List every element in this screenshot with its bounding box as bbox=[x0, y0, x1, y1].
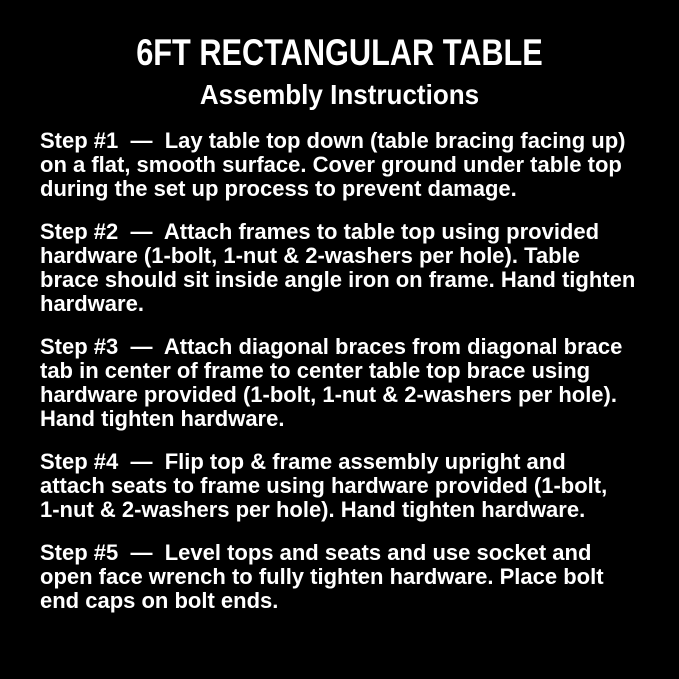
page-subtitle: Assembly Instructions bbox=[199, 79, 480, 110]
step-3-line-1: Step #3 — Attach diagonal braces from diagonal brace bbox=[40, 334, 623, 359]
step-1-line-3: during the set up process to prevent damage. bbox=[40, 176, 517, 201]
step-3-line-2: tab in center of frame to center table top brace using bbox=[40, 358, 591, 383]
step-1-line-2: on a flat, smooth surface. Cover ground under table top bbox=[40, 152, 622, 177]
step-5-line-1: Step #5 — Level tops and seats and use socket and bbox=[40, 540, 592, 565]
step-3-paragraph bbox=[40, 335, 649, 431]
step-5-line-3: end caps on bolt ends. bbox=[40, 588, 279, 613]
step-2-line-4: hardware. bbox=[40, 291, 144, 316]
step-2-line-2: hardware (1-bolt, 1-nut & 2-washers per hole). Table bbox=[40, 243, 580, 268]
step-2-line-1: Step #2 — Attach frames to table top using provided bbox=[40, 219, 600, 244]
page-title: 6FT RECTANGULAR TABLE bbox=[136, 32, 543, 73]
step-3-line-4: Hand tighten hardware. bbox=[40, 406, 285, 431]
step-4-line-3: 1-nut & 2-washers per hole). Hand tighten hardware. bbox=[40, 497, 586, 522]
assembly-instruction-sheet bbox=[0, 30, 679, 679]
step-5-line-2: open face wrench to fully tighten hardware. Place bolt bbox=[40, 564, 604, 589]
steps-list bbox=[0, 129, 679, 613]
step-4-line-2: attach seats to frame using hardware provided (1-bolt, bbox=[40, 473, 608, 498]
step-4-paragraph bbox=[40, 450, 649, 522]
step-4-line-1: Step #4 — Flip top & frame assembly upright and bbox=[40, 449, 566, 474]
step-3-line-3: hardware provided (1-bolt, 1-nut & 2-washers per hole). bbox=[40, 382, 617, 407]
step-1-line-1: Step #1 — Lay table top down (table bracing facing up) bbox=[40, 128, 626, 153]
step-1-paragraph bbox=[40, 129, 649, 201]
step-5-paragraph bbox=[40, 541, 649, 613]
step-2-paragraph bbox=[40, 220, 649, 316]
step-2-line-3: brace should sit inside angle iron on frame. Hand tighten bbox=[40, 267, 636, 292]
